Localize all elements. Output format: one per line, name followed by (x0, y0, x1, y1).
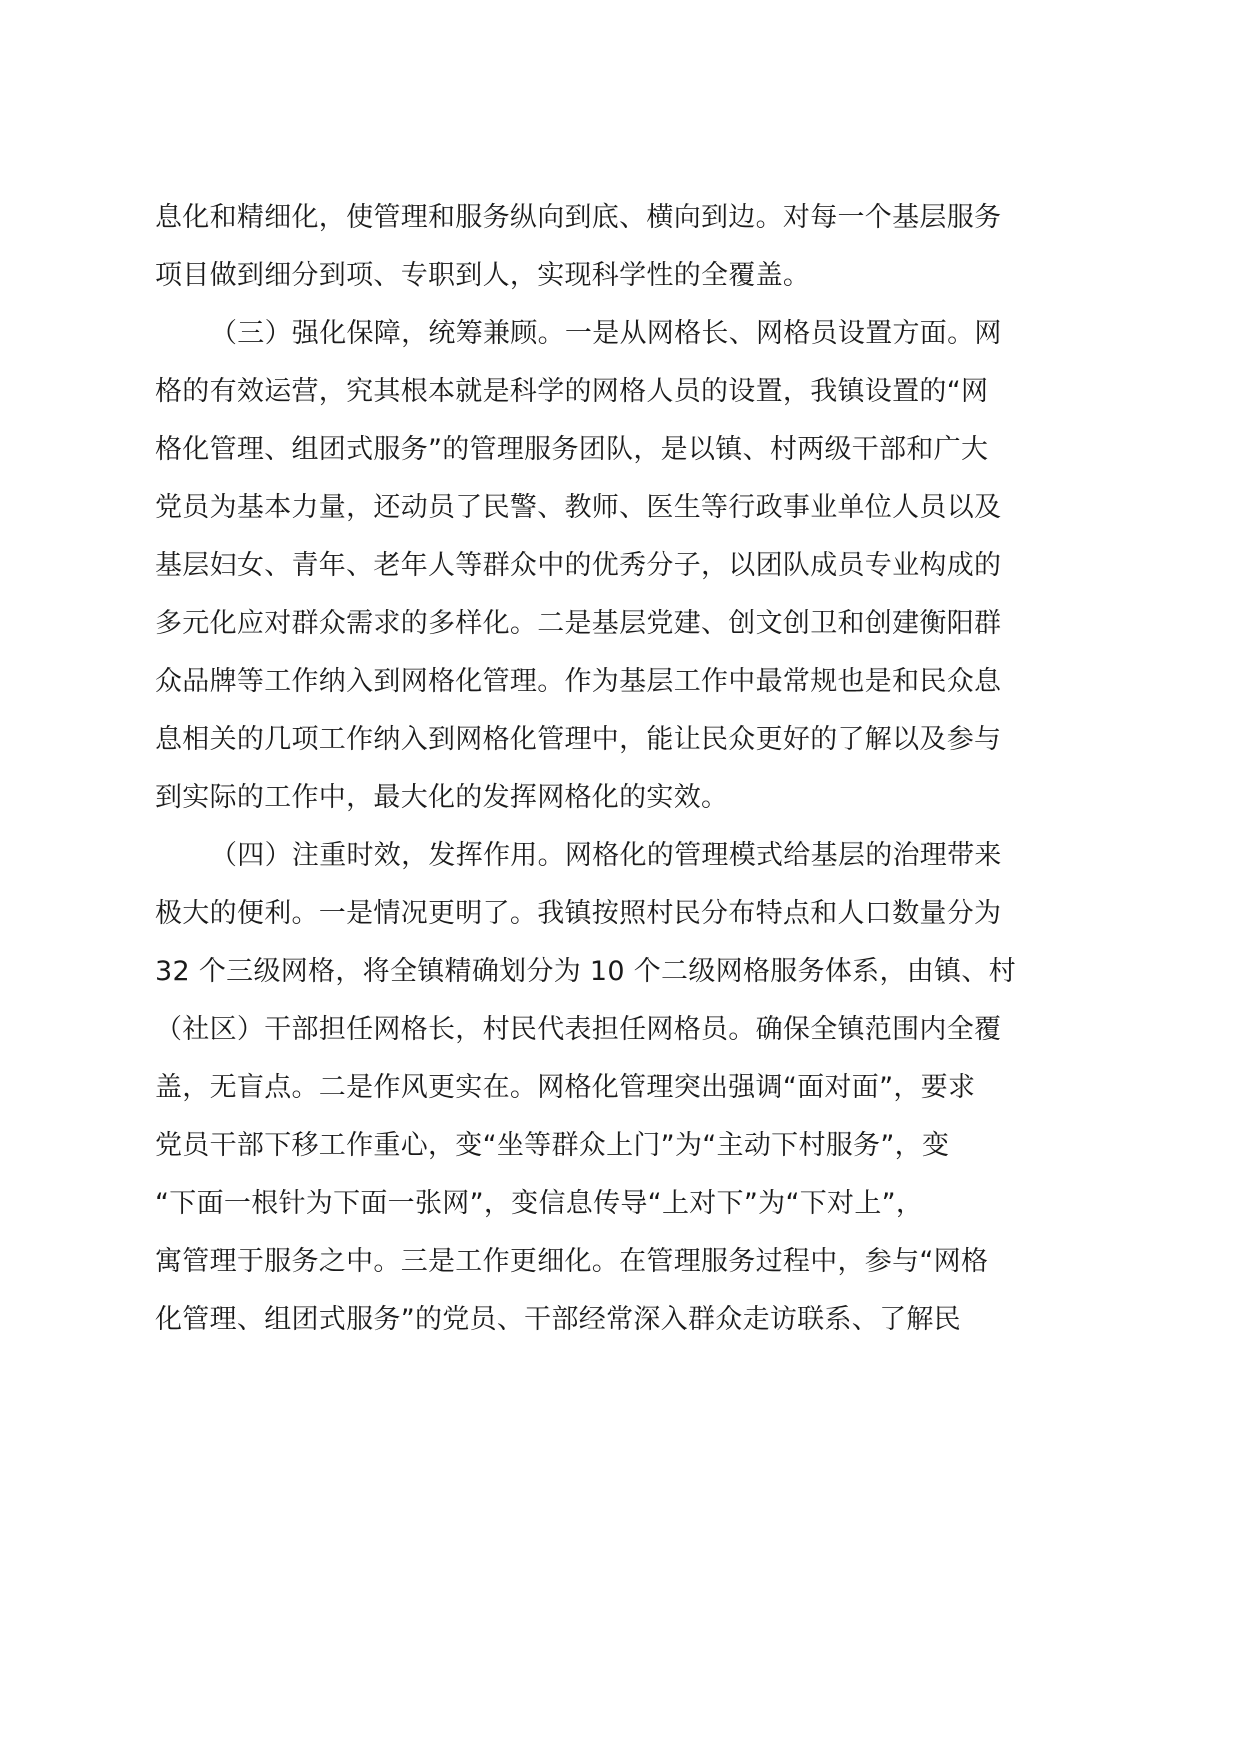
text-line: 息化和精细化，使管理和服务纵向到底、横向到边。对每一个基层服务 (155, 202, 1002, 233)
section-4-first-line: （四）注重时效，发挥作用。网格化的管理模式给基层的治理带来 (210, 840, 1002, 871)
text-line: 32 个三级网格，将全镇精确划分为 10 个二级网格服务体系，由镇、村 (155, 956, 1016, 987)
text-line: 息相关的几项工作纳入到网格化管理中，能让民众更好的了解以及参与 (155, 724, 1002, 755)
text-line: 盖，无盲点。二是作风更实在。网格化管理突出强调“面对面”，要求 (155, 1072, 976, 1103)
text-line: 众品牌等工作纳入到网格化管理。作为基层工作中最常规也是和民众息 (155, 666, 1002, 697)
text-line: 寓管理于服务之中。三是工作更细化。在管理服务过程中，参与“网格 (155, 1246, 989, 1277)
text-line: 到实际的工作中，最大化的发挥网格化的实效。 (155, 782, 729, 813)
text-line: 基层妇女、青年、老年人等群众中的优秀分子，以团队成员专业构成的 (155, 550, 1002, 581)
text-line: 党员为基本力量，还动员了民警、教师、医生等行政事业单位人员以及 (155, 492, 1002, 523)
text-line: 极大的便利。一是情况更明了。我镇按照村民分布特点和人口数量分为 (155, 898, 1002, 929)
text-line: 项目做到细分到项、专职到人，实现科学性的全覆盖。 (155, 260, 811, 291)
text-line: 化管理、组团式服务”的党员、干部经常深入群众走访联系、了解民 (155, 1304, 961, 1335)
text-line: 党员干部下移工作重心，变“坐等群众上门”为“主动下村服务”，变 (155, 1130, 950, 1161)
section-3-first-line: （三）强化保障，统筹兼顾。一是从网格长、网格员设置方面。网 (210, 318, 1002, 349)
text-line: 多元化应对群众需求的多样化。二是基层党建、创文创卫和创建衡阳群 (155, 608, 1002, 639)
text-line: （社区）干部担任网格长，村民代表担任网格员。确保全镇范围内全覆 (155, 1014, 1002, 1045)
text-line: 格的有效运营，究其根本就是科学的网格人员的设置，我镇设置的“网 (155, 376, 989, 407)
text-line: “下面一根针为下面一张网”，变信息传导“上对下”为“下对上”， (155, 1188, 924, 1219)
text-line: 格化管理、组团式服务”的管理服务团队，是以镇、村两级干部和广大 (155, 434, 989, 465)
